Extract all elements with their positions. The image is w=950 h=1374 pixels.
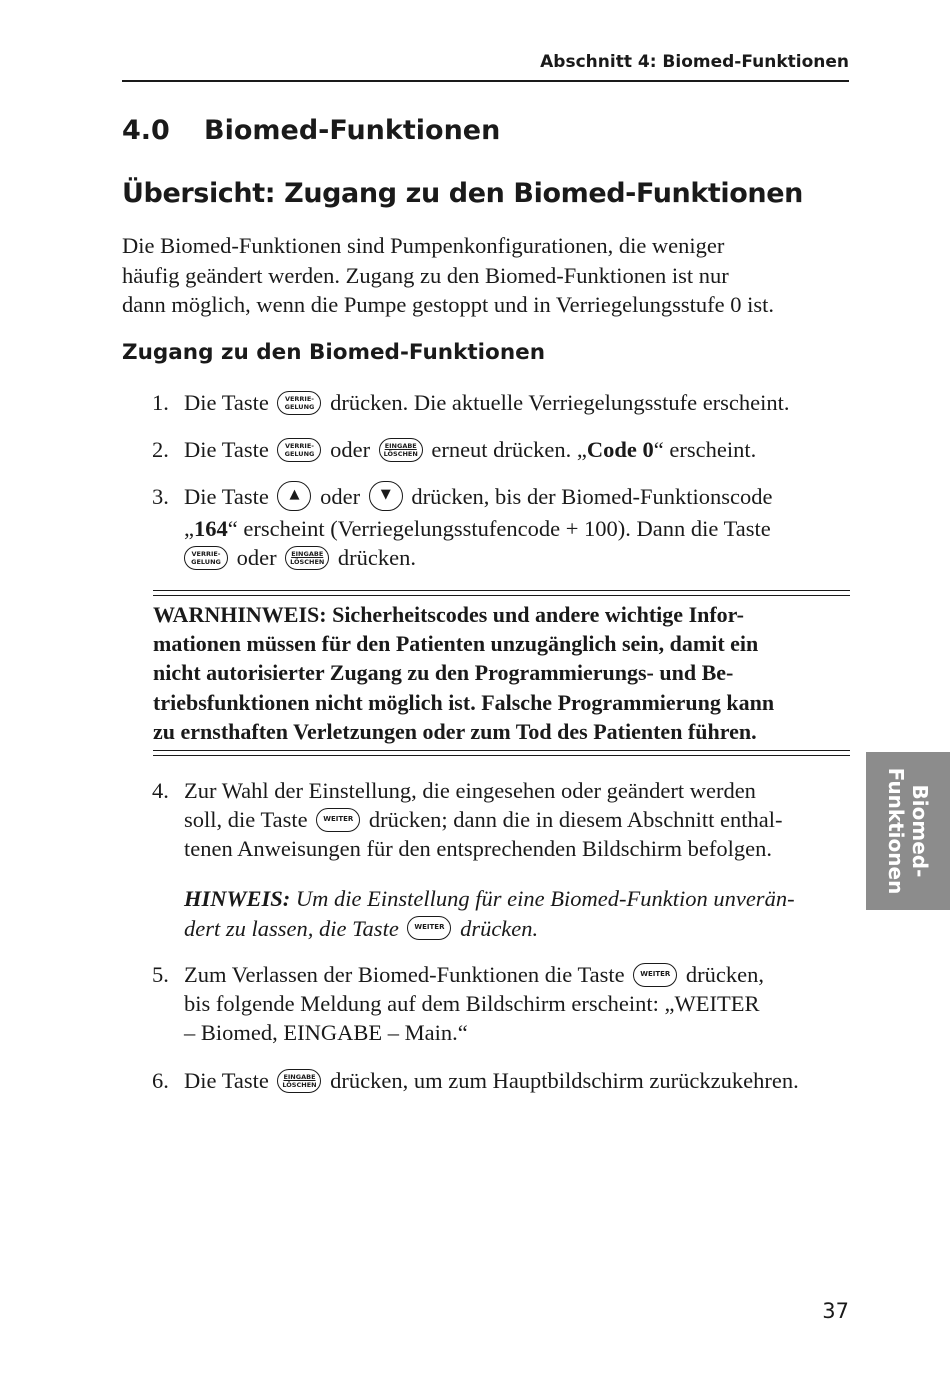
section-tab-line: Funktionen — [884, 767, 908, 895]
hint-label: HINWEIS: — [184, 886, 291, 911]
step-text: drücken, um zum Hauptbildschirm zurückzukehren. — [330, 1068, 799, 1093]
section-thumb-tab — [866, 752, 950, 910]
warning-rule-bottom — [153, 755, 850, 756]
step-number: 6. — [152, 1068, 169, 1093]
down-arrow-key-icon: ▼ — [369, 481, 403, 511]
intro-line: häufig geändert werden. Zugang zu den Biomed-Funktionen ist nur — [122, 262, 729, 288]
warning-notice — [153, 600, 850, 746]
warning-line: mationen müssen für den Patienten unzugänglich sein, damit ein — [153, 631, 759, 657]
step-5 — [152, 960, 852, 1047]
warning-rule-bottom — [153, 750, 850, 751]
step-3 — [152, 482, 852, 572]
code-value: Code 0 — [586, 437, 654, 462]
hint-text: Um die Einstellung für eine Biomed-Funktion unverän- — [290, 886, 795, 911]
step-text: – Biomed, EINGABE – Main.“ — [184, 1020, 468, 1045]
warning-line: nicht autorisierter Zugang zu den Programmierungs- und Be- — [153, 660, 734, 686]
warning-line: WARNHINWEIS: Sicherheitscodes und andere wichtige Infor- — [153, 602, 744, 627]
warning-line: triebsfunktionen nicht möglich ist. Falsche Programmierung kann — [153, 689, 775, 715]
quote-mark: „ — [184, 515, 194, 541]
access-heading: Zugang zu den Biomed-Funktionen — [122, 340, 546, 365]
step-text: drücken, — [685, 962, 764, 987]
step-number: 2. — [152, 437, 169, 462]
intro-line: Die Biomed-Funktionen sind Pumpenkonfigurationen, die weniger — [122, 233, 725, 258]
step-text: oder — [320, 484, 361, 509]
step-text: drücken, bis der Biomed-Funktionscode — [411, 484, 773, 509]
step-2 — [152, 435, 852, 464]
step-text: tenen Anweisungen für den entsprechenden Bildschirm befolgen. — [184, 836, 772, 861]
enter-key-icon: EINGABE LÖSCHEN — [277, 1069, 321, 1093]
running-head: Abschnitt 4: Biomed-Funktionen — [540, 52, 849, 72]
intro-paragraph — [122, 231, 849, 320]
enter-key-icon: EINGABE LÖSCHEN — [285, 546, 329, 570]
step-text: erneut drücken. „ — [431, 437, 587, 462]
chapter-title: Biomed-Funktionen — [204, 115, 501, 146]
step-text: oder — [330, 437, 371, 462]
step-number: 3. — [152, 484, 169, 509]
hint-note — [184, 884, 852, 943]
step-text: bis folgende Meldung auf dem Bildschirm erscheint: „WEITER — [184, 991, 760, 1016]
next-key-icon: WEITER — [633, 963, 677, 987]
step-number: 4. — [152, 778, 169, 803]
step-text: oder — [236, 544, 277, 570]
lock-key-icon: VERRIE- GELUNG — [184, 546, 228, 570]
section-tab-line: Biomed- — [908, 784, 932, 878]
step-text: Die Taste — [184, 484, 269, 509]
step-text: drücken; dann die in diesem Abschnitt enthal- — [368, 807, 783, 832]
lock-key-icon: VERRIE- GELUNG — [277, 391, 321, 415]
step-text: drücken. Die aktuelle Verriegelungsstufe erscheint. — [330, 390, 790, 415]
next-key-icon: WEITER — [407, 916, 451, 940]
warning-rule-top — [153, 595, 850, 596]
step-number: 5. — [152, 962, 169, 987]
next-key-icon: WEITER — [316, 808, 360, 832]
step-text: soll, die Taste — [184, 807, 308, 832]
page-number: 37 — [822, 1299, 849, 1323]
step-text: “ erscheint. — [653, 437, 757, 462]
header-rule — [122, 80, 849, 82]
hint-text: drücken. — [460, 915, 539, 941]
overview-heading: Übersicht: Zugang zu den Biomed-Funktionen — [122, 178, 803, 209]
warning-line: zu ernsthaften Verletzungen oder zum Tod des Patienten führen. — [153, 718, 757, 744]
step-text: “ erscheint (Verriegelungsstufencode + 100). Dann die Taste — [227, 515, 771, 541]
enter-key-icon: EINGABE LÖSCHEN — [379, 438, 423, 462]
section-tab-label — [884, 768, 932, 895]
warning-rule-top — [153, 590, 850, 591]
step-text: Zum Verlassen der Biomed-Funktionen die Taste — [184, 962, 625, 987]
step-text: Zur Wahl der Einstellung, die eingesehen oder geändert werden — [184, 778, 756, 803]
step-text: Die Taste — [184, 437, 269, 462]
step-4 — [152, 776, 852, 863]
chapter-heading — [122, 115, 500, 146]
step-number: 1. — [152, 390, 169, 415]
hint-text: dert zu lassen, die Taste — [184, 915, 399, 941]
step-text: Die Taste — [184, 390, 269, 415]
step-1 — [152, 388, 852, 417]
lock-key-icon: VERRIE- GELUNG — [277, 438, 321, 462]
up-arrow-key-icon: ▲ — [277, 481, 311, 511]
step-text: Die Taste — [184, 1068, 269, 1093]
step-text: drücken. — [337, 544, 416, 570]
code-value: 164 — [194, 515, 228, 541]
step-6 — [152, 1066, 852, 1095]
intro-line: dann möglich, wenn die Pumpe gestoppt und in Verriegelungsstufe 0 ist. — [122, 292, 774, 317]
chapter-number: 4.0 — [122, 115, 170, 146]
